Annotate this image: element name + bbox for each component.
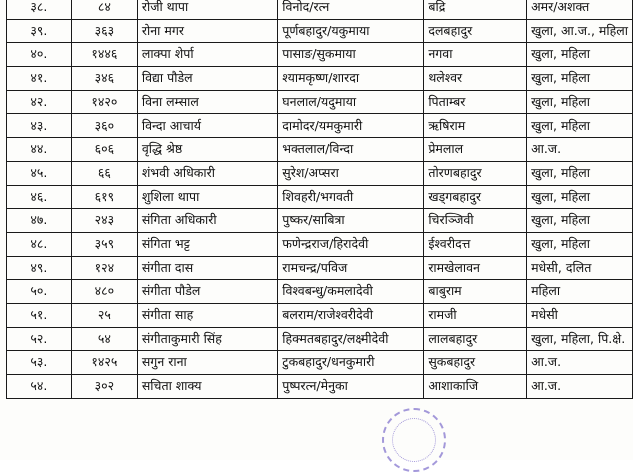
serial-number-cell: ५३.	[7, 351, 72, 375]
candidate-name-cell: संगीताकुमारी सिंह	[137, 327, 277, 351]
category-cell: खुला, महिला	[527, 90, 633, 114]
roll-number-cell: ३५९	[71, 232, 137, 256]
serial-number-cell: ४१.	[7, 67, 72, 91]
category-cell: अमर/अशक्त	[527, 0, 633, 19]
parents-name-cell: दामोदर/यमकुमारी	[278, 114, 424, 138]
grandparent-name-cell: प्रेमलाल	[424, 138, 527, 162]
parents-name-cell: विनोद/रत्न	[278, 0, 424, 19]
table-row	[7, 256, 633, 280]
serial-number-cell: ४८.	[7, 232, 72, 256]
parents-name-cell: घनलाल/यदुमाया	[278, 90, 424, 114]
parents-name-cell: शिवहरी/भगवती	[278, 185, 424, 209]
serial-number-cell: ४०.	[7, 43, 72, 67]
candidate-table	[6, 0, 633, 399]
roll-number-cell: ६६	[71, 161, 137, 185]
table-row	[7, 209, 633, 233]
candidate-table-body	[7, 0, 633, 398]
category-cell: खुला, महिला	[527, 43, 633, 67]
parents-name-cell: बलराम/राजेश्वरीदेवी	[278, 303, 424, 327]
parents-name-cell: पासाङ/सुकमाया	[278, 43, 424, 67]
grandparent-name-cell: दलबहादुर	[424, 19, 527, 43]
grandparent-name-cell: रामजी	[424, 303, 527, 327]
office-stamp	[382, 408, 446, 472]
candidate-name-cell: शुशिला थापा	[137, 185, 277, 209]
category-cell: खुला, महिला	[527, 67, 633, 91]
parents-name-cell: पुष्कर/साबित्रा	[278, 209, 424, 233]
category-cell: मधेसी	[527, 303, 633, 327]
grandparent-name-cell: पिताम्बर	[424, 90, 527, 114]
category-cell: आ.ज.	[527, 375, 633, 399]
roll-number-cell: १४२०	[71, 90, 137, 114]
category-cell: खुला, महिला	[527, 161, 633, 185]
category-cell: खुला, महिला	[527, 185, 633, 209]
grandparent-name-cell: तोरणबहादुर	[424, 161, 527, 185]
serial-number-cell: ३८.	[7, 0, 72, 19]
parents-name-cell: सुरेश/अप्सरा	[278, 161, 424, 185]
candidate-name-cell: शंभवी अधिकारी	[137, 161, 277, 185]
roll-number-cell: ३६०	[71, 114, 137, 138]
parents-name-cell: विश्वबन्धु/कमलादेवी	[278, 280, 424, 304]
candidate-name-cell: सचिता शाक्य	[137, 375, 277, 399]
roll-number-cell: २४३	[71, 209, 137, 233]
table-row	[7, 114, 633, 138]
category-cell: खुला, महिला, पि.क्षे.	[527, 327, 633, 351]
table-row	[7, 280, 633, 304]
category-cell: महिला	[527, 280, 633, 304]
roll-number-cell: ३०२	[71, 375, 137, 399]
roll-number-cell: ३४६	[71, 67, 137, 91]
serial-number-cell: ४५.	[7, 161, 72, 185]
candidate-name-cell: रोना मगर	[137, 19, 277, 43]
parents-name-cell: पूर्णबहादुर/यकुमाया	[278, 19, 424, 43]
table-row	[7, 90, 633, 114]
roll-number-cell: ६०६	[71, 138, 137, 162]
roll-number-cell: ८४	[71, 0, 137, 19]
serial-number-cell: ४३.	[7, 114, 72, 138]
table-row	[7, 19, 633, 43]
serial-number-cell: ५२.	[7, 327, 72, 351]
serial-number-cell: ५०.	[7, 280, 72, 304]
table-row	[7, 232, 633, 256]
serial-number-cell: ४४.	[7, 138, 72, 162]
grandparent-name-cell: खड्गबहादुर	[424, 185, 527, 209]
candidate-name-cell: सगुन राना	[137, 351, 277, 375]
candidate-name-cell: संगीता दास	[137, 256, 277, 280]
grandparent-name-cell: चिरञ्जिवी	[424, 209, 527, 233]
roll-number-cell: १४४६	[71, 43, 137, 67]
roll-number-cell: ५४	[71, 327, 137, 351]
candidate-name-cell: लाक्पा शेर्पा	[137, 43, 277, 67]
roll-number-cell: २५	[71, 303, 137, 327]
serial-number-cell: ५१.	[7, 303, 72, 327]
serial-number-cell: ४६.	[7, 185, 72, 209]
serial-number-cell: ४७.	[7, 209, 72, 233]
grandparent-name-cell: ईश्वरीदत्त	[424, 232, 527, 256]
candidate-name-cell: रोजी थापा	[137, 0, 277, 19]
category-cell: खुला, महिला	[527, 209, 633, 233]
category-cell: मधेसी, दलित	[527, 256, 633, 280]
candidate-name-cell: विन्दा आचार्य	[137, 114, 277, 138]
category-cell: खुला, महिला	[527, 114, 633, 138]
grandparent-name-cell: आशाकाजि	[424, 375, 527, 399]
category-cell: आ.ज.	[527, 351, 633, 375]
parents-name-cell: भक्तलाल/विन्दा	[278, 138, 424, 162]
table-row	[7, 67, 633, 91]
parents-name-cell: श्यामकृष्ण/शारदा	[278, 67, 424, 91]
parents-name-cell: फणेन्द्रराज/हिरादेवी	[278, 232, 424, 256]
table-row	[7, 43, 633, 67]
table-row	[7, 138, 633, 162]
category-cell: आ.ज.	[527, 138, 633, 162]
candidate-name-cell: संगीता साह	[137, 303, 277, 327]
candidate-name-cell: वृद्धि श्रेष्ठ	[137, 138, 277, 162]
parents-name-cell: टुकबहादुर/धनकुमारी	[278, 351, 424, 375]
table-row	[7, 375, 633, 399]
candidate-name-cell: संगिता भट्ट	[137, 232, 277, 256]
serial-number-cell: ३९.	[7, 19, 72, 43]
parents-name-cell: रामचन्द्र/पविज	[278, 256, 424, 280]
candidate-name-cell: संगिता अधिकारी	[137, 209, 277, 233]
candidate-name-cell: विद्या पौडेल	[137, 67, 277, 91]
roll-number-cell: ४८०	[71, 280, 137, 304]
grandparent-name-cell: रामखेलावन	[424, 256, 527, 280]
candidate-name-cell: विना लम्साल	[137, 90, 277, 114]
serial-number-cell: ४९.	[7, 256, 72, 280]
table-row	[7, 0, 633, 19]
table-row	[7, 185, 633, 209]
grandparent-name-cell: सुकबहादुर	[424, 351, 527, 375]
roll-number-cell: ३६३	[71, 19, 137, 43]
grandparent-name-cell: थलेश्वर	[424, 67, 527, 91]
roll-number-cell: ६१९	[71, 185, 137, 209]
category-cell: खुला, आ.ज., महिला	[527, 19, 633, 43]
serial-number-cell: ४२.	[7, 90, 72, 114]
table-row	[7, 327, 633, 351]
table-row	[7, 351, 633, 375]
roll-number-cell: १४२५	[71, 351, 137, 375]
category-cell: खुला, महिला	[527, 232, 633, 256]
candidate-name-cell: संगीता पौडेल	[137, 280, 277, 304]
grandparent-name-cell: नगवा	[424, 43, 527, 67]
table-row	[7, 161, 633, 185]
grandparent-name-cell: ऋषिराम	[424, 114, 527, 138]
parents-name-cell: पुष्परत्न/मेनुका	[278, 375, 424, 399]
parents-name-cell: हिक्मतबहादुर/लक्ष्मीदेवी	[278, 327, 424, 351]
roll-number-cell: १२४	[71, 256, 137, 280]
grandparent-name-cell: बद्रि	[424, 0, 527, 19]
grandparent-name-cell: लालबहादुर	[424, 327, 527, 351]
table-row	[7, 303, 633, 327]
serial-number-cell: ५४.	[7, 375, 72, 399]
grandparent-name-cell: बाबुराम	[424, 280, 527, 304]
